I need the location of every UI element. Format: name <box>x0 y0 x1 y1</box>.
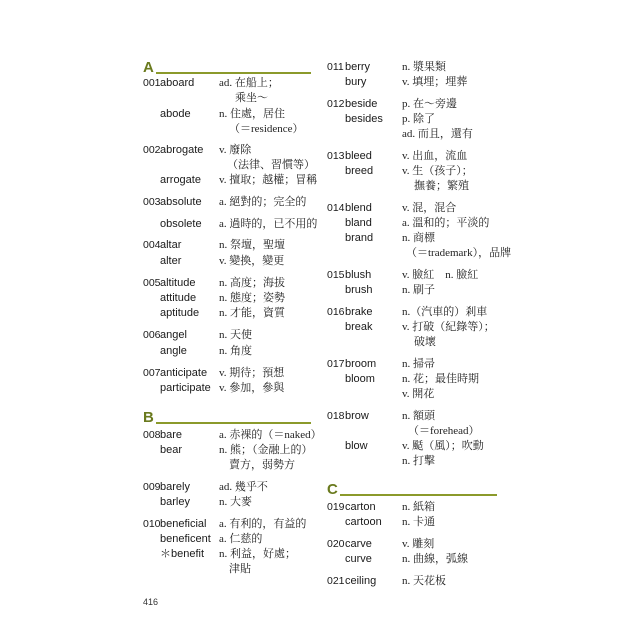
headword: angel <box>160 329 187 341</box>
definition: v. 擅取；越權；冒稱 <box>219 174 318 186</box>
definition: 乘坐～ <box>235 92 268 104</box>
entry-number: 021 <box>327 575 345 587</box>
entry-number: 002 <box>143 144 161 156</box>
entry-number: 009 <box>143 481 161 493</box>
headword: aptitude <box>160 307 200 319</box>
headword: abode <box>160 108 191 120</box>
entry-number: 013 <box>327 150 345 162</box>
entry-number: 018 <box>327 410 345 422</box>
entry-number: 010 <box>143 518 161 530</box>
definition: p. 在～旁邊 <box>402 98 457 110</box>
headword: barely <box>160 481 190 493</box>
headword: angle <box>160 345 187 357</box>
definition: v. 開花 <box>402 388 435 400</box>
entry-number: 017 <box>327 358 345 370</box>
headword: cartoon <box>345 516 382 528</box>
section-letter: A <box>143 59 154 76</box>
headword: carton <box>345 501 376 513</box>
headword: absolute <box>160 196 202 208</box>
headword: arrogate <box>160 174 201 186</box>
entry-number: 001 <box>143 77 161 89</box>
entry-number: 019 <box>327 501 345 513</box>
entry-number: 016 <box>327 306 345 318</box>
headword: alter <box>160 255 182 267</box>
headword: brow <box>345 410 369 422</box>
entry-number: 015 <box>327 269 345 281</box>
definition: a. 仁慈的 <box>219 533 263 545</box>
section-divider <box>340 494 497 496</box>
section-letter: B <box>143 409 154 426</box>
headword: besides <box>345 113 383 125</box>
entry-number: 020 <box>327 538 345 550</box>
definition: v. 出血，流血 <box>402 150 468 162</box>
definition: v. 廢除 <box>219 144 252 156</box>
headword: bloom <box>345 373 375 385</box>
section-header-c <box>327 482 497 502</box>
definition: v. 颳（風）；吹動 <box>402 440 484 452</box>
headword: bury <box>345 76 367 88</box>
definition: n. 商標 <box>402 232 435 244</box>
headword: beside <box>345 98 378 110</box>
headword: bleed <box>345 150 372 162</box>
definition: n.（汽車的）剎車 <box>402 306 488 318</box>
entry-number: 005 <box>143 277 161 289</box>
definition: v. 填埋；埋葬 <box>402 76 468 88</box>
headword: beneficial <box>160 518 207 530</box>
page-number: 416 <box>143 597 159 607</box>
entry-number: 011 <box>327 61 344 73</box>
definition: n. 額頭 <box>402 410 435 422</box>
headword: ＊benefit <box>160 548 205 560</box>
definition: n. 曲線，弧線 <box>402 553 468 565</box>
definition: n. 刷子 <box>402 284 435 296</box>
headword: bear <box>160 444 183 456</box>
definition: a. 絕對的；完全的 <box>219 196 307 208</box>
definition: n. 漿果類 <box>402 61 446 73</box>
entry-number: 008 <box>143 429 161 441</box>
headword: carve <box>345 538 372 550</box>
definition: ad. 在船上； <box>219 77 279 89</box>
definition: n. 住處，居住 <box>219 108 285 120</box>
headword: break <box>345 321 373 333</box>
definition: n. 利益，好處； <box>219 548 296 560</box>
definition: n. 天花板 <box>402 575 446 587</box>
definition: n. 才能，資質 <box>219 307 285 319</box>
definition: 津貼 <box>229 563 251 575</box>
headword: bland <box>345 217 372 229</box>
headword: blush <box>345 269 372 281</box>
headword: obsolete <box>160 218 202 230</box>
definition: n. 大麥 <box>219 496 252 508</box>
definition: n. 掃帚 <box>402 358 435 370</box>
definition: n. 態度；姿勢 <box>219 292 285 304</box>
definition: n. 花；最佳時期 <box>402 373 479 385</box>
definition: p. 除了 <box>402 113 435 125</box>
headword: bare <box>160 429 183 441</box>
definition: 破壞 <box>414 336 436 348</box>
entry-number: 007 <box>143 367 161 379</box>
definition: v. 參加，參與 <box>219 382 285 394</box>
definition: v. 生（孩子）； <box>402 165 473 177</box>
definition: a. 赤裸的（＝naked） <box>219 429 322 441</box>
definition: （＝forehead） <box>408 425 480 437</box>
entry-number: 004 <box>143 239 161 251</box>
headword: broom <box>345 358 377 370</box>
headword: brake <box>345 306 373 318</box>
headword: altitude <box>160 277 196 289</box>
definition: v. 雕刻 <box>402 538 435 550</box>
section-divider <box>156 72 311 74</box>
definition: （法律、習慣等） <box>227 159 315 171</box>
definition: v. 混，混合 <box>402 202 457 214</box>
definition: n. 角度 <box>219 345 252 357</box>
definition: v. 臉紅 n. 臉紅 <box>402 269 479 281</box>
headword: blow <box>345 440 368 452</box>
headword: brush <box>345 284 373 296</box>
headword: attitude <box>160 292 197 304</box>
entry-number: 006 <box>143 329 161 341</box>
definition: n. 熊；（金融上的） <box>219 444 313 456</box>
definition: （＝residence） <box>229 123 304 135</box>
headword: aboard <box>160 77 195 89</box>
headword: breed <box>345 165 374 177</box>
definition: a. 過時的，已不用的 <box>219 218 318 230</box>
headword: brand <box>345 232 374 244</box>
headword: ceiling <box>345 575 377 587</box>
headword: abrogate <box>160 144 204 156</box>
definition: n. 祭壇，聖壇 <box>219 239 285 251</box>
headword: participate <box>160 382 211 394</box>
definition: 賣方，弱勢方 <box>229 459 295 471</box>
definition: n. 高度；海拔 <box>219 277 285 289</box>
definition: n. 天使 <box>219 329 252 341</box>
definition: v. 期待；預想 <box>219 367 285 379</box>
entry-number: 012 <box>327 98 345 110</box>
section-letter: C <box>327 481 338 498</box>
headword: beneficent <box>160 533 211 545</box>
headword: berry <box>345 61 371 73</box>
definition: a. 有利的，有益的 <box>219 518 307 530</box>
definition: v. 變換，變更 <box>219 255 285 267</box>
definition: 撫養；繁殖 <box>414 180 469 192</box>
definition: n. 打擊 <box>402 455 435 467</box>
headword: curve <box>345 553 372 565</box>
definition: n. 卡通 <box>402 516 435 528</box>
headword: altar <box>160 239 182 251</box>
definition: n. 紙箱 <box>402 501 435 513</box>
definition: ad. 而且，還有 <box>402 128 473 140</box>
definition: （＝trademark），品牌 <box>406 247 512 259</box>
headword: blend <box>345 202 372 214</box>
definition: a. 溫和的；平淡的 <box>402 217 490 229</box>
entry-number: 003 <box>143 196 161 208</box>
definition: v. 打破（紀錄等）； <box>402 321 495 333</box>
section-header-b <box>143 410 311 430</box>
headword: anticipate <box>160 367 208 379</box>
entry-number: 014 <box>327 202 345 214</box>
headword: barley <box>160 496 190 508</box>
definition: ad. 幾乎不 <box>219 481 268 493</box>
section-divider <box>156 422 311 424</box>
